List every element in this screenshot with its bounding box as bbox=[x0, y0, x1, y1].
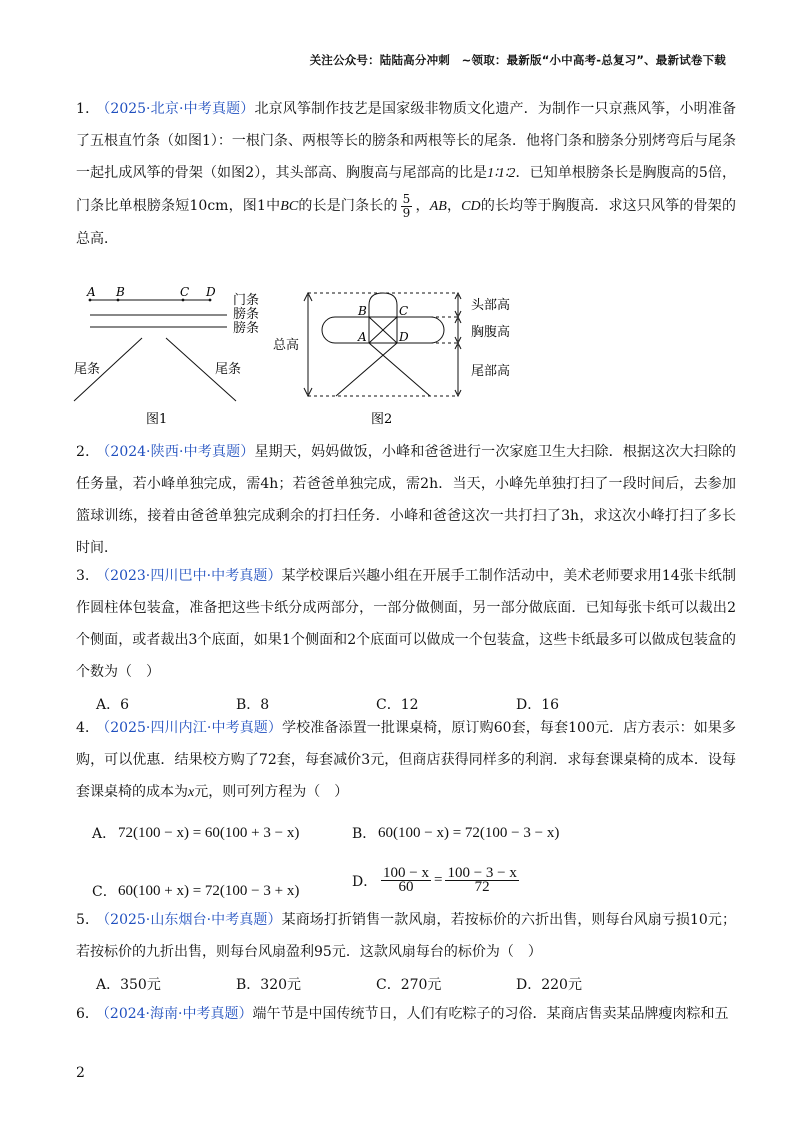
question-text: 星期天，妈妈做饭，小峰和爸爸进行一次家庭卫生大扫除．根据这次大扫除的任务量，若小峰单独完成，需4h；若爸爸单独完成，需2h．当天，小峰先单独打扫了一段时间后，去参加篮球训练，接着由爸爸单独完成剩余的打扫任务．小峰和爸爸这次一共打扫了3h，求这次小峰打扫了多长时间． bbox=[76, 444, 737, 556]
label-bang-1: 膀条 bbox=[233, 307, 260, 322]
question-source: （2024·海南·中考真题） bbox=[102, 1006, 253, 1022]
label-total: 总高 bbox=[273, 338, 300, 353]
point-label-c: C bbox=[180, 285, 190, 299]
page-header: 关注公众号：陆陆高分冲刺 ~领取：最新版“小中高考-总复习”、最新试卷下载 bbox=[309, 53, 726, 67]
label-tail: 尾部高 bbox=[471, 364, 511, 379]
choice-a: A．350元 bbox=[96, 977, 161, 993]
options-row-1 bbox=[76, 813, 736, 865]
question-number: 2． bbox=[76, 444, 100, 460]
question-4-text bbox=[76, 712, 736, 809]
point-label-b: B bbox=[116, 285, 125, 299]
question-6-text bbox=[76, 998, 736, 1030]
choice-b: B．8 bbox=[236, 697, 270, 713]
equation: 72(100 − x) = 60(100 + 3 − x) bbox=[118, 824, 300, 841]
question-6 bbox=[76, 998, 736, 1030]
question-text: 元，则可列方程为（ ） bbox=[194, 784, 349, 800]
option-label: B． bbox=[352, 826, 377, 842]
page-number: 2 bbox=[76, 1065, 85, 1081]
point-label-d: D bbox=[399, 330, 409, 344]
choice-a: A．6 bbox=[96, 697, 130, 713]
question-4 bbox=[76, 712, 736, 921]
answer-choices bbox=[96, 972, 736, 998]
question-text: 某学校课后兴趣小组在开展手工制作活动中，美术老师要求用14张卡纸制作圆柱体包装盒，准备把这些卡纸分成两部分，一部分做侧面，另一部分做底面．已知每张卡纸可以裁出2个侧面，或者裁出3个底面，如果1个侧面和2个底面可以做成一个包装盒，这些卡纸最多可以做成包装盒的个数为（ ） bbox=[76, 568, 736, 680]
choice-c: C．270元 bbox=[376, 977, 442, 993]
equation: 60(100 − x) = 72(100 − 3 − x) bbox=[378, 824, 560, 841]
tail-strip-1 bbox=[369, 343, 430, 396]
question-number: 3． bbox=[76, 568, 100, 584]
question-text: 的长是门条长的 bbox=[298, 198, 398, 214]
question-number: 5． bbox=[76, 912, 100, 928]
label-men: 门条 bbox=[233, 293, 260, 308]
tail-strip-2 bbox=[336, 343, 397, 396]
door-arch bbox=[369, 293, 397, 343]
question-source: （2024·陕西·中考真题） bbox=[103, 444, 255, 460]
figure-1-caption: 图1 bbox=[146, 412, 168, 427]
question-number: 6． bbox=[76, 1006, 99, 1022]
question-text: 的长均等于胸腹高．求这只风筝的骨架的总高． bbox=[76, 198, 736, 247]
option-label: A． bbox=[92, 826, 117, 842]
question-text: 端午节是中国传统节日，人们有吃粽子的习俗．某商店售卖某品牌瘦肉粽和五 bbox=[252, 1006, 729, 1022]
question-text: 学校准备添置一批课桌椅，原订购60套，每套100元．店方表示：如果多购，可以优惠．结果校方购了72套，每套减价3元，但商店获得同样多的利润．求每套课桌椅的成本．设每套课桌椅的成本为 bbox=[76, 720, 736, 800]
question-source: （2025·北京·中考真题） bbox=[103, 101, 255, 117]
question-source: （2023·四川巴中·中考真题） bbox=[103, 568, 282, 584]
point-label-a: A bbox=[358, 330, 367, 344]
label-chest: 胸腹高 bbox=[471, 325, 511, 340]
question-1-text bbox=[76, 93, 736, 255]
denominator: 9 bbox=[402, 205, 411, 220]
option-b bbox=[352, 823, 559, 843]
label-bang-2: 膀条 bbox=[233, 321, 260, 336]
fraction-left bbox=[381, 867, 431, 894]
segment-cd: CD bbox=[461, 199, 481, 214]
figure-1 bbox=[70, 283, 280, 428]
question-text: 北京风筝制作技艺是国家级非物质文化遗产．为制作一只京燕风筝，小明准备了五根直竹条（如图1）：一根门条、两根等长的膀条和两根等长的尾条．他将门条和膀条分别烤弯后与尾条一起扎成风筝的骨架（如图2），其头部高、胸腹高与尾部高的比是 bbox=[76, 101, 737, 181]
option-c bbox=[92, 881, 299, 901]
option-a bbox=[92, 823, 299, 843]
point-label-b: B bbox=[358, 304, 367, 318]
label-wei-left: 尾条 bbox=[74, 362, 101, 377]
label-wei-right: 尾条 bbox=[215, 362, 242, 377]
numerator: 100 − 3 − x bbox=[447, 865, 517, 881]
point-label-c: C bbox=[399, 304, 409, 318]
point-c bbox=[182, 299, 185, 302]
figure-2 bbox=[268, 283, 558, 428]
equals-sign: = bbox=[433, 872, 443, 888]
question-3 bbox=[76, 560, 736, 718]
question-text: ， bbox=[415, 198, 430, 214]
equation: 60(100 + x) = 72(100 − 3 + x) bbox=[118, 882, 300, 899]
choice-d: D．16 bbox=[516, 697, 560, 713]
question-text: 某商场打折销售一款风扇，若按标价的六折出售，则每台风扇亏损10元；若按标价的九折出售，则每台风扇盈利95元．这款风扇每台的标价为（ ） bbox=[76, 912, 736, 960]
choice-b: B．320元 bbox=[236, 977, 302, 993]
question-number: 1． bbox=[76, 101, 100, 117]
question-5 bbox=[76, 904, 736, 998]
point-b bbox=[117, 299, 120, 302]
question-number: 4． bbox=[76, 720, 100, 736]
separator: ， bbox=[446, 198, 462, 214]
point-label-a: A bbox=[87, 285, 96, 299]
option-label: D． bbox=[352, 873, 378, 890]
segment-ab: AB bbox=[429, 199, 447, 214]
question-5-text bbox=[76, 904, 736, 968]
question-1 bbox=[76, 93, 736, 255]
question-2-text bbox=[76, 436, 736, 564]
point-a bbox=[89, 299, 92, 302]
question-source: （2025·山东烟台·中考真题） bbox=[103, 912, 282, 928]
denominator: 72 bbox=[474, 879, 490, 895]
fraction bbox=[401, 193, 413, 220]
numerator: 100 − x bbox=[383, 865, 429, 881]
label-head: 头部高 bbox=[471, 298, 511, 313]
numerator: 5 bbox=[402, 191, 411, 206]
question-2 bbox=[76, 436, 736, 564]
question-source: （2025·四川内江·中考真题） bbox=[103, 720, 283, 736]
option-label: C． bbox=[92, 884, 117, 900]
segment-bc: BC bbox=[280, 199, 299, 214]
question-3-text bbox=[76, 560, 736, 688]
option-d bbox=[352, 867, 522, 894]
ratio: 1∶1∶2 bbox=[487, 166, 516, 181]
fraction-right bbox=[445, 867, 518, 894]
point-d bbox=[209, 299, 212, 302]
choice-c: C．12 bbox=[376, 697, 419, 713]
question-text: ．已知单根膀条长是胸腹高的5倍，门条比单根膀条短10cm，图1中 bbox=[76, 165, 736, 214]
figure-2-caption: 图2 bbox=[371, 412, 393, 427]
choice-d: D．220元 bbox=[516, 977, 582, 993]
variable-x: x bbox=[188, 785, 195, 800]
denominator: 60 bbox=[398, 879, 414, 895]
point-label-d: D bbox=[206, 285, 216, 299]
